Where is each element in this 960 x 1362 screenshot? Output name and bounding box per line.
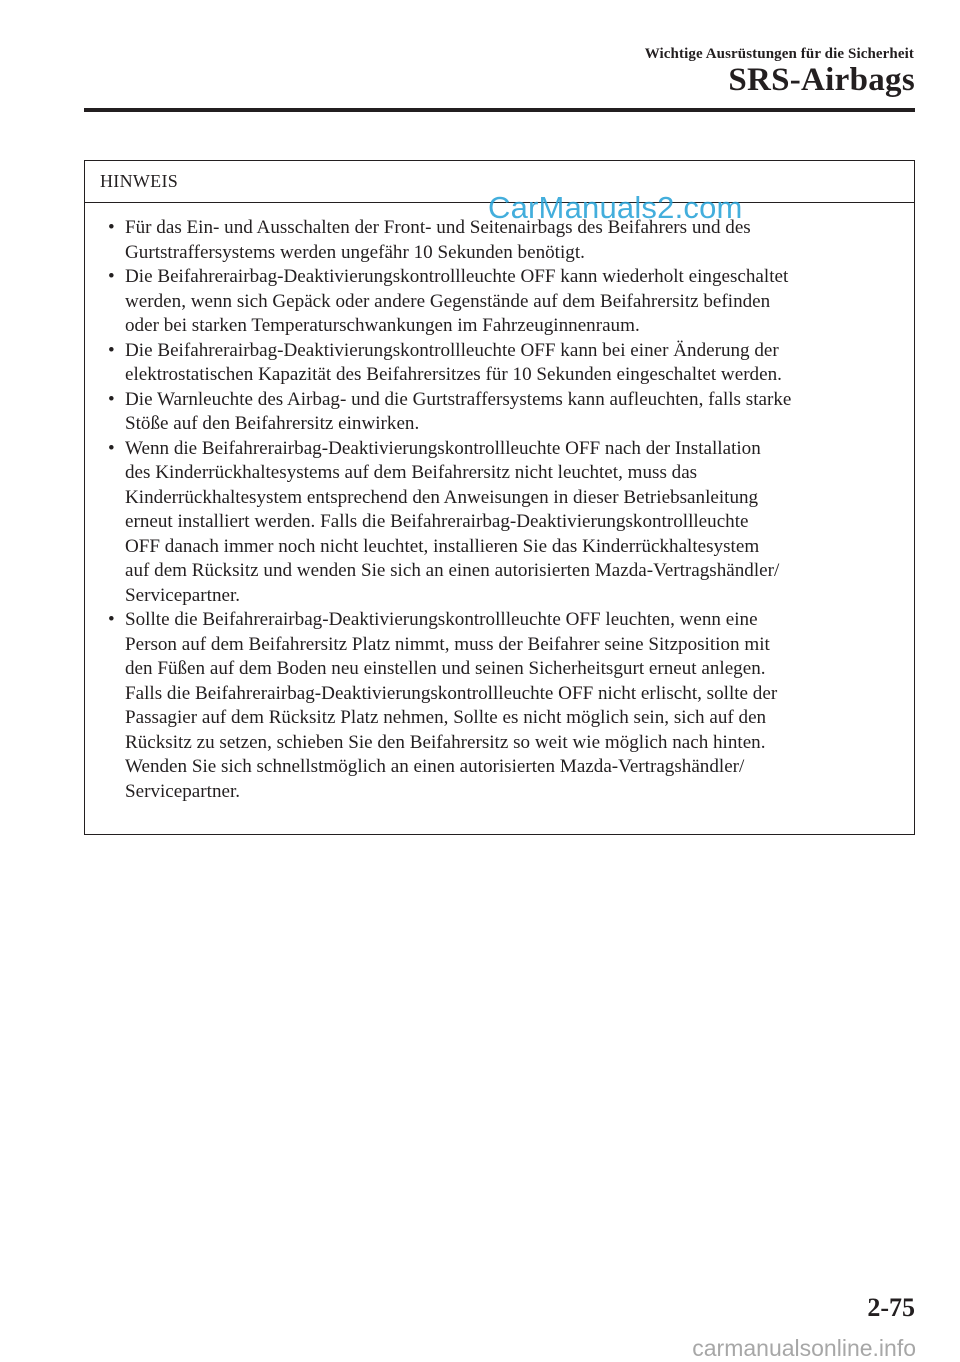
note-list bbox=[85, 203, 914, 804]
note-item bbox=[107, 388, 906, 437]
section-label: Wichtige Ausrüstungen für die Sicherheit bbox=[644, 46, 914, 62]
note-item-line: Sollte die Beifahrerairbag-Deaktivierungskontrollleuchte OFF leuchten, wenn eine bbox=[125, 609, 758, 630]
bullet-icon: • bbox=[108, 339, 115, 361]
note-item-line: Person auf dem Beifahrersitz Platz nimmt, muss der Beifahrer seine Sitzposition mit bbox=[125, 633, 770, 655]
note-item-line: Wenn die Beifahrerairbag-Deaktivierungskontrollleuchte OFF nach der Installation bbox=[125, 437, 761, 459]
note-item-line: OFF danach immer noch nicht leuchtet, installieren Sie das Kinderrückhaltesystem bbox=[125, 535, 760, 557]
note-item-line: Gurtstraffersystems werden ungefähr 10 Sekunden benötigt. bbox=[125, 241, 585, 263]
note-item-line: oder bei starken Temperaturschwankungen im Fahrzeuginnenraum. bbox=[125, 315, 640, 336]
note-item-line: des Kinderrückhaltesystems auf dem Beifahrersitz nicht leuchtet, muss das bbox=[125, 462, 698, 483]
note-item-line: Die Beifahrerairbag-Deaktivierungskontrollleuchte OFF kann bei einer Änderung der bbox=[125, 339, 779, 361]
note-item bbox=[107, 339, 906, 388]
note-item-line: elektrostatischen Kapazität des Beifahrersitzes für 10 Sekunden eingeschaltet werden. bbox=[125, 364, 782, 385]
note-item-line: Wenden Sie sich schnellstmöglich an einen autorisierten Mazda-Vertragshändler/ bbox=[125, 756, 745, 777]
note-item-line: Stöße auf den Beifahrersitz einwirken. bbox=[125, 413, 420, 434]
bullet-icon: • bbox=[108, 609, 115, 630]
note-item bbox=[107, 437, 906, 609]
page-number: 2-75 bbox=[867, 1293, 915, 1322]
note-item bbox=[107, 608, 906, 804]
note-item-line: Falls die Beifahrerairbag-Deaktivierungskontrollleuchte OFF nicht erlischt, sollte der bbox=[125, 682, 778, 704]
header-divider bbox=[84, 108, 915, 112]
footer-site-link[interactable]: carmanualsonline.info bbox=[692, 1335, 916, 1361]
note-item-line: werden, wenn sich Gepäck oder andere Gegenstände auf dem Beifahrersitz befinden bbox=[125, 290, 771, 312]
note-item-line: erneut installiert werden. Falls die Beifahrerairbag-Deaktivierungskontrollleuchte bbox=[125, 511, 749, 532]
note-item-line: auf dem Rücksitz und wenden Sie sich an einen autorisierten Mazda-Vertragshändler/ bbox=[125, 560, 780, 581]
note-item-line: Servicepartner. bbox=[125, 584, 241, 606]
note-item-line: Passagier auf dem Rücksitz Platz nehmen, Sollte es nicht möglich sein, sich auf den bbox=[125, 707, 767, 728]
bullet-icon: • bbox=[108, 266, 115, 287]
note-heading: HINWEIS bbox=[85, 161, 914, 203]
bullet-icon: • bbox=[108, 388, 115, 410]
note-item-line: den Füßen auf dem Boden neu einstellen und seinen Sicherheitsgurt erneut anlegen. bbox=[125, 658, 766, 679]
note-item-line: Kinderrückhaltesystem entsprechend den Anweisungen in dieser Betriebsanleitung bbox=[125, 486, 759, 508]
note-item-line: Für das Ein- und Ausschalten der Front- und Seitenairbags des Beifahrers und des bbox=[125, 217, 751, 238]
note-item bbox=[107, 265, 906, 339]
note-item-line: Servicepartner. bbox=[125, 780, 241, 802]
bullet-icon: • bbox=[108, 437, 115, 459]
note-box bbox=[84, 160, 915, 835]
page-title: SRS-Airbags bbox=[728, 62, 915, 98]
note-item-line: Rücksitz zu setzen, schieben Sie den Beifahrersitz so weit wie möglich nach hinten. bbox=[125, 731, 766, 753]
note-item-line: Die Beifahrerairbag-Deaktivierungskontrollleuchte OFF kann wiederholt eingeschaltet bbox=[125, 266, 789, 287]
watermark: CarManuals2.com bbox=[488, 190, 743, 225]
note-item-line: Die Warnleuchte des Airbag- und die Gurtstraffersystems kann aufleuchten, falls starke bbox=[125, 388, 792, 410]
bullet-icon: • bbox=[108, 217, 115, 238]
